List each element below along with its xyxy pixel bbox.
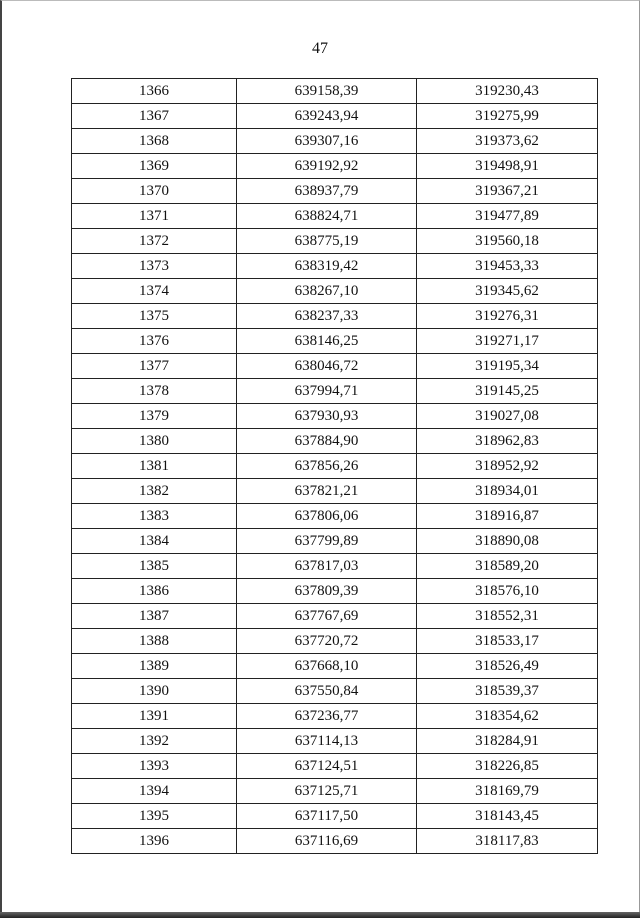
y-coordinate-cell: 318143,45 — [417, 804, 598, 829]
point-number-cell: 1388 — [72, 629, 237, 654]
x-coordinate-cell: 637114,13 — [237, 729, 417, 754]
table-row — [72, 679, 598, 704]
point-number-cell: 1376 — [72, 329, 237, 354]
y-coordinate-cell: 319453,33 — [417, 254, 598, 279]
x-coordinate-cell: 637821,21 — [237, 479, 417, 504]
table-row — [72, 479, 598, 504]
x-coordinate-cell: 639307,16 — [237, 129, 417, 154]
y-coordinate-cell: 318533,17 — [417, 629, 598, 654]
x-coordinate-cell: 638937,79 — [237, 179, 417, 204]
table-row — [72, 754, 598, 779]
page-number: 47 — [312, 40, 328, 57]
point-number-cell: 1381 — [72, 454, 237, 479]
y-coordinate-cell: 318539,37 — [417, 679, 598, 704]
x-coordinate-cell: 639158,39 — [237, 79, 417, 104]
table-row — [72, 829, 598, 854]
x-coordinate-cell: 637799,89 — [237, 529, 417, 554]
y-coordinate-cell: 318962,83 — [417, 429, 598, 454]
point-number-cell: 1387 — [72, 604, 237, 629]
point-number-cell: 1389 — [72, 654, 237, 679]
point-number-cell: 1385 — [72, 554, 237, 579]
x-coordinate-cell: 638267,10 — [237, 279, 417, 304]
table-row — [72, 154, 598, 179]
y-coordinate-cell: 318169,79 — [417, 779, 598, 804]
table-row — [72, 254, 598, 279]
table-row — [72, 504, 598, 529]
table-row — [72, 354, 598, 379]
table-row — [72, 579, 598, 604]
point-number-cell: 1380 — [72, 429, 237, 454]
table-row — [72, 229, 598, 254]
x-coordinate-cell: 638319,42 — [237, 254, 417, 279]
y-coordinate-cell: 319027,08 — [417, 404, 598, 429]
point-number-cell: 1373 — [72, 254, 237, 279]
y-coordinate-cell: 319373,62 — [417, 129, 598, 154]
table-row — [72, 654, 598, 679]
y-coordinate-cell: 318354,62 — [417, 704, 598, 729]
x-coordinate-cell: 637550,84 — [237, 679, 417, 704]
point-number-cell: 1379 — [72, 404, 237, 429]
point-number-cell: 1382 — [72, 479, 237, 504]
y-coordinate-cell: 319345,62 — [417, 279, 598, 304]
y-coordinate-cell: 318952,92 — [417, 454, 598, 479]
table-row — [72, 79, 598, 104]
x-coordinate-cell: 637668,10 — [237, 654, 417, 679]
point-number-cell: 1370 — [72, 179, 237, 204]
point-number-cell: 1366 — [72, 79, 237, 104]
table-row — [72, 304, 598, 329]
y-coordinate-cell: 319195,34 — [417, 354, 598, 379]
point-number-cell: 1390 — [72, 679, 237, 704]
table-row — [72, 629, 598, 654]
point-number-cell: 1368 — [72, 129, 237, 154]
point-number-cell: 1372 — [72, 229, 237, 254]
table-row — [72, 729, 598, 754]
y-coordinate-cell: 319560,18 — [417, 229, 598, 254]
point-number-cell: 1367 — [72, 104, 237, 129]
point-number-cell: 1393 — [72, 754, 237, 779]
y-coordinate-cell: 319276,31 — [417, 304, 598, 329]
table-row — [72, 554, 598, 579]
x-coordinate-cell: 637117,50 — [237, 804, 417, 829]
x-coordinate-cell: 638146,25 — [237, 329, 417, 354]
x-coordinate-cell: 638775,19 — [237, 229, 417, 254]
point-number-cell: 1386 — [72, 579, 237, 604]
x-coordinate-cell: 637720,72 — [237, 629, 417, 654]
x-coordinate-cell: 637809,39 — [237, 579, 417, 604]
coordinates-table-body — [72, 79, 598, 854]
point-number-cell: 1369 — [72, 154, 237, 179]
table-row — [72, 379, 598, 404]
table-row — [72, 404, 598, 429]
y-coordinate-cell: 318526,49 — [417, 654, 598, 679]
y-coordinate-cell: 318226,85 — [417, 754, 598, 779]
x-coordinate-cell: 638046,72 — [237, 354, 417, 379]
table-row — [72, 604, 598, 629]
point-number-cell: 1395 — [72, 804, 237, 829]
x-coordinate-cell: 637236,77 — [237, 704, 417, 729]
point-number-cell: 1392 — [72, 729, 237, 754]
x-coordinate-cell: 637806,06 — [237, 504, 417, 529]
table-row — [72, 129, 598, 154]
x-coordinate-cell: 637884,90 — [237, 429, 417, 454]
scan-bottom-edge — [0, 912, 640, 918]
point-number-cell: 1378 — [72, 379, 237, 404]
y-coordinate-cell: 318117,83 — [417, 829, 598, 854]
x-coordinate-cell: 637856,26 — [237, 454, 417, 479]
table-row — [72, 279, 598, 304]
x-coordinate-cell: 638824,71 — [237, 204, 417, 229]
point-number-cell: 1396 — [72, 829, 237, 854]
x-coordinate-cell: 637116,69 — [237, 829, 417, 854]
y-coordinate-cell: 318916,87 — [417, 504, 598, 529]
point-number-cell: 1384 — [72, 529, 237, 554]
point-number-cell: 1374 — [72, 279, 237, 304]
x-coordinate-cell: 637767,69 — [237, 604, 417, 629]
y-coordinate-cell: 319275,99 — [417, 104, 598, 129]
table-row — [72, 454, 598, 479]
table-row — [72, 329, 598, 354]
table-row — [72, 429, 598, 454]
coordinates-table — [71, 78, 598, 854]
y-coordinate-cell: 319271,17 — [417, 329, 598, 354]
y-coordinate-cell: 319498,91 — [417, 154, 598, 179]
point-number-cell: 1375 — [72, 304, 237, 329]
x-coordinate-cell: 639243,94 — [237, 104, 417, 129]
x-coordinate-cell: 637124,51 — [237, 754, 417, 779]
point-number-cell: 1383 — [72, 504, 237, 529]
y-coordinate-cell: 319145,25 — [417, 379, 598, 404]
y-coordinate-cell: 319230,43 — [417, 79, 598, 104]
y-coordinate-cell: 318576,10 — [417, 579, 598, 604]
y-coordinate-cell: 318552,31 — [417, 604, 598, 629]
table-row — [72, 779, 598, 804]
y-coordinate-cell: 319367,21 — [417, 179, 598, 204]
y-coordinate-cell: 318589,20 — [417, 554, 598, 579]
table-row — [72, 529, 598, 554]
x-coordinate-cell: 637125,71 — [237, 779, 417, 804]
x-coordinate-cell: 638237,33 — [237, 304, 417, 329]
y-coordinate-cell: 319477,89 — [417, 204, 598, 229]
table-row — [72, 804, 598, 829]
point-number-cell: 1371 — [72, 204, 237, 229]
y-coordinate-cell: 318284,91 — [417, 729, 598, 754]
point-number-cell: 1377 — [72, 354, 237, 379]
y-coordinate-cell: 318934,01 — [417, 479, 598, 504]
x-coordinate-cell: 637994,71 — [237, 379, 417, 404]
x-coordinate-cell: 637930,93 — [237, 404, 417, 429]
point-number-cell: 1394 — [72, 779, 237, 804]
y-coordinate-cell: 318890,08 — [417, 529, 598, 554]
table-row — [72, 104, 598, 129]
point-number-cell: 1391 — [72, 704, 237, 729]
table-row — [72, 204, 598, 229]
x-coordinate-cell: 639192,92 — [237, 154, 417, 179]
x-coordinate-cell: 637817,03 — [237, 554, 417, 579]
table-row — [72, 179, 598, 204]
table-row — [72, 704, 598, 729]
